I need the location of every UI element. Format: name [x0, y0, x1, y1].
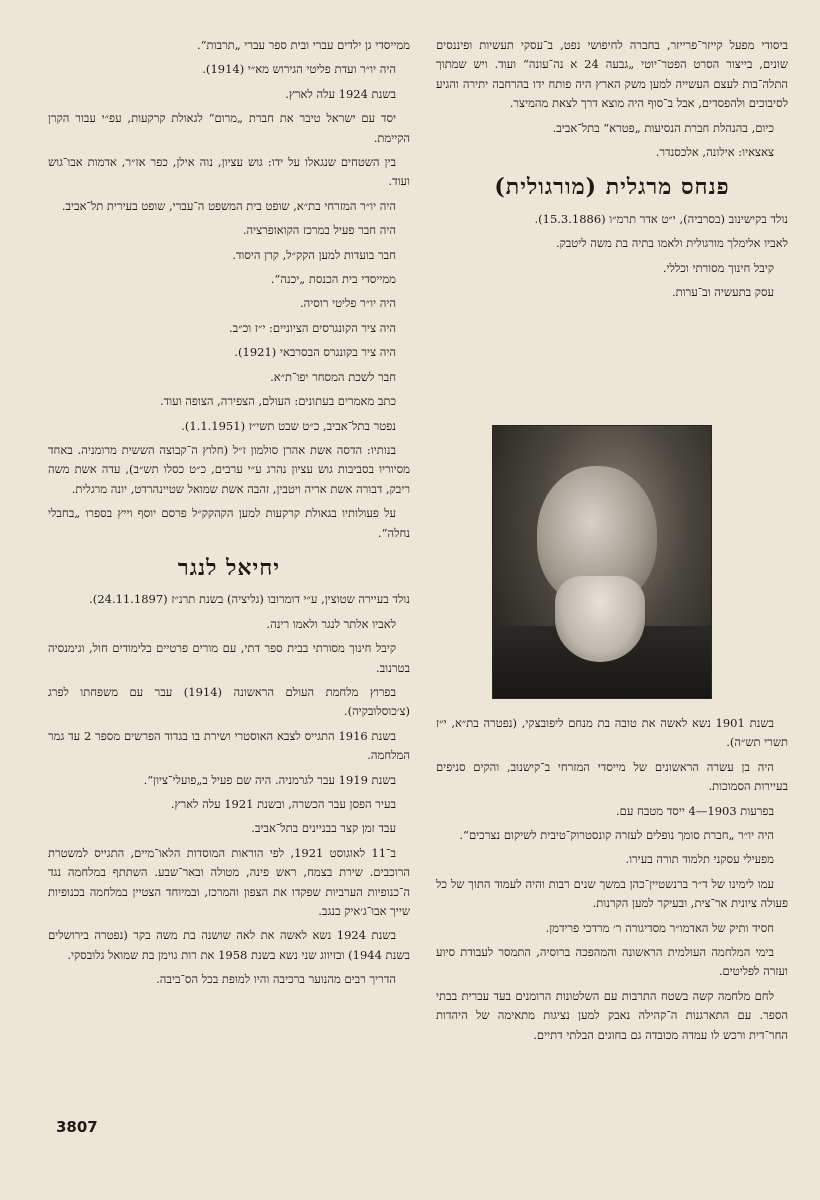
paragraph: חבר לשכת המסחר יפו־ת״א.	[270, 369, 396, 384]
paragraph: ממייסדי בית הכנסת „יכנה“.	[270, 272, 396, 287]
paragraph: היה יו״ר „חברת סומך נופלים לעזרה קונסטרוק־טיבית לשיקום נצרכים“.	[459, 828, 774, 843]
paragraph: היה יו״ר ועדת פליטי הגירוש מא״י (1914).	[202, 62, 396, 77]
paragraph: בשנת 1919 עבר לגרמניה. היה שם פעיל ב„פועלי־ציון“.	[143, 772, 396, 787]
paragraph: ביסודי מפעל קייזר־פרייזר, בחברה לחיפושי נפט, ב־עסקי תעשיות ופיננסים שונים, בייצור הסרט הפטר־יוטי „גבעה 24 א נה־עונה“ ועוד. ויש שמתוך התלה־בות לעצם העשייה למען משק הארץ היה פותח ידו בהרחבה יתירה והגיע לסיבוכים ולהפסדים, אבל ב־סוף היה מוצא דרך לצאת מהמיצר.	[436, 38, 788, 111]
paragraph: היה חבר פעיל במרכז הקואופרציה.	[242, 223, 396, 238]
paragraph: מפעילי עסקני תלמוד תורה בעירו.	[625, 852, 774, 867]
paragraph: בשנת 1901 נשא לאשה את טובה בת מנחם ליפובצקי, (נפטרה בת״א, י״ז תשרי תש״ה).	[436, 716, 788, 750]
right-column-lower	[436, 714, 788, 1050]
bio-title-yechiel-langer: יחיאל לנגר	[177, 554, 281, 581]
paragraph: היה יו״ר פליטי רוסיה.	[300, 296, 396, 311]
paragraph: בשנת 1916 התגייס לצבא האוסטרי ושירת בו בגדוד הפרשים מספר 2 עד גמר המלחמה.	[48, 728, 410, 763]
paragraph: ב־11 לאוגוסט 1921, לפי הוראות המוסדות הלאו־מיים, התגייס למשטרת הרוכבים. שירת בצמח, ראש פינה, מטולה ובאר־שבע. השתתף במלחמה נגד ה־כנופיות הערביות שפקדו את הצפון והמרכז, ובמיוחד הצטיין במלחמה בכנופיות שייך אבו־ג׳איק בנגב.	[48, 845, 410, 919]
paragraph: קיבל חינוך מסורתי וכללי.	[662, 260, 774, 275]
paragraph: צאצאיו: אילונה, אלכסנדר.	[655, 145, 774, 160]
paragraph: חבר בועדות למען הקק״ל, קרן היסוד.	[232, 247, 396, 262]
paragraph: על פעולותיו בגאולת קרקעות למען הקהקק״ל פרסם יוסף וייץ בספרו „בחבלי נחלה“.	[48, 506, 410, 540]
paragraph: היה ציר הקונגרסים הציוניים: י״ז וכ״ב.	[229, 320, 396, 335]
paragraph: כתב מאמרים בעתונים: העולם, הצפירה, הצופה ועוד.	[160, 394, 396, 409]
paragraph: בשנת 1924 עלה לארץ.	[285, 86, 396, 101]
paragraph: בפרוץ מלחמת העולם הראשונה (1914) עבר עם משפחתו לפרג (צ׳כוסלובקיה).	[48, 684, 410, 719]
paragraph: היה ציר בקונגרס הבסרבאי (1921).	[234, 345, 396, 360]
paragraph: הדריך רבים מהנוער ברכיבה והיו למופת בכל הס־ביבה.	[156, 972, 396, 987]
paragraph: לחם מלחמה קשה בשטח התרבות עם השלטונות הרומנים בעד עברית בבתי הספר. עם התארגנות ה־קהילה נאבק למען נציגות מתאימה של היהדות החר־דית ורכש לו עמדה מכובדה גם בחוגים הבלתי דתיים.	[436, 988, 788, 1042]
paragraph: נולד בעיירה שטוצין, ע״י דומרובו (גליציה) בשנת תרנ״ז (24.11.1897).	[89, 592, 410, 607]
paragraph: בין השטחים שנגאלו על ידו: גוש עציון, נוה אילן, כפר אז״ר, אדמות אבו־גוש ועוד.	[48, 155, 410, 189]
portrait-photo	[492, 425, 712, 699]
paragraph: נולד בקישינוב (בסרביה), י״ט אדר תרמ״ו (15.3.1886).	[534, 211, 788, 226]
portrait-beard	[555, 576, 645, 662]
left-column	[48, 36, 410, 995]
paragraph: עמו לימינו של ד״ר ברנשטיין־כהן במשך שנים רבות והיה לעמוד התוך של כל פעולה ציונית אר־צית, ובעיקר למען הקרנות.	[436, 876, 788, 911]
bio-title-pinchas-margalit: פנחס מרגלית (מורגולית)	[494, 174, 730, 201]
paragraph: היה בן עשרה הראשונים של מייסדי המזרחי ב־קישנוב, והקים סניפים בעיירות הסמוכות.	[436, 759, 788, 794]
paragraph: בשנת 1924 נשא לאשה את לאה שושנה בת משה בקר (נפטרה בירושלים בשנת 1944) ובזיווג שני נשא בשנת 1958 את רות גוימן בת שמואל גלובסקי.	[48, 928, 410, 962]
paragraph: קיבל חינוך מסורתי בבית ספר דתי, עם מורים פרטיים בלימודים חול, וגימנסיה בטרנוב.	[48, 641, 410, 675]
paragraph: בנותיו: הדסה אשת אהרן סולמון ז״ל (חלוץ ה־קבוצה הששית מרומניה. באחד מסיוריו בסביבות גוש עציון נהרג ע״י ערבים, כ״ט כסלו תש״ב), עדה אשת משה ריבק, דבורה אשת אריה ויטבין, זהבה אשת שמואל שטיינהרדט, יונה מרגלית.	[48, 442, 410, 496]
right-column	[436, 36, 788, 307]
paragraph: כיום, בהנהלת חברת הנסיעות „פטרא“ בתל־אביב.	[552, 120, 774, 135]
paragraph: היה יו״ר המזרחי בת״א, שופט בית המשפט ה־עברי, שופט בעירית תל־אביב.	[61, 198, 396, 213]
paragraph: ממייסדי גן ילדים עברי ובית ספר עברי „תרבות“.	[197, 38, 410, 52]
paragraph: יסד עם ישראל טיבר את חברת „מרום“ לגאולת קרקעות, עפ״י עבור הקרן הקיימת.	[48, 111, 410, 145]
paragraph: בעיר הפסן עבר הכשרה, ובשנת 1921 עלה לארץ.	[170, 797, 396, 811]
paragraph: עבד זמן קצר בבניינים בתל־אביב.	[251, 821, 396, 836]
paragraph: נפטר בתל־אביב, כ״ט שבט תשי״ז (1.1.1951).	[181, 418, 396, 433]
paragraph: עסק בתעשיה וב־ערות.	[671, 285, 774, 300]
paragraph: חסיד ותיק של האדמו״ר מסדיגורה ר׳ מרדכי פרידמן.	[545, 920, 774, 935]
paragraph: לאביו אלימלך מורגולית ולאמו בתיה בת משה ליטבק.	[555, 236, 788, 251]
paragraph: בפרעות 1903—4 ייסד מטבח עם.	[616, 803, 774, 818]
paragraph: בימי המלחמה העולמית הראשונה והמהפכה ברוסיה, התמסר לעבודת סיוע ועזרה לפליטים.	[436, 945, 788, 979]
page-number: 3807	[56, 1118, 98, 1136]
paragraph: לאביו אלתר לנגר ולאמו רינה.	[266, 616, 396, 631]
